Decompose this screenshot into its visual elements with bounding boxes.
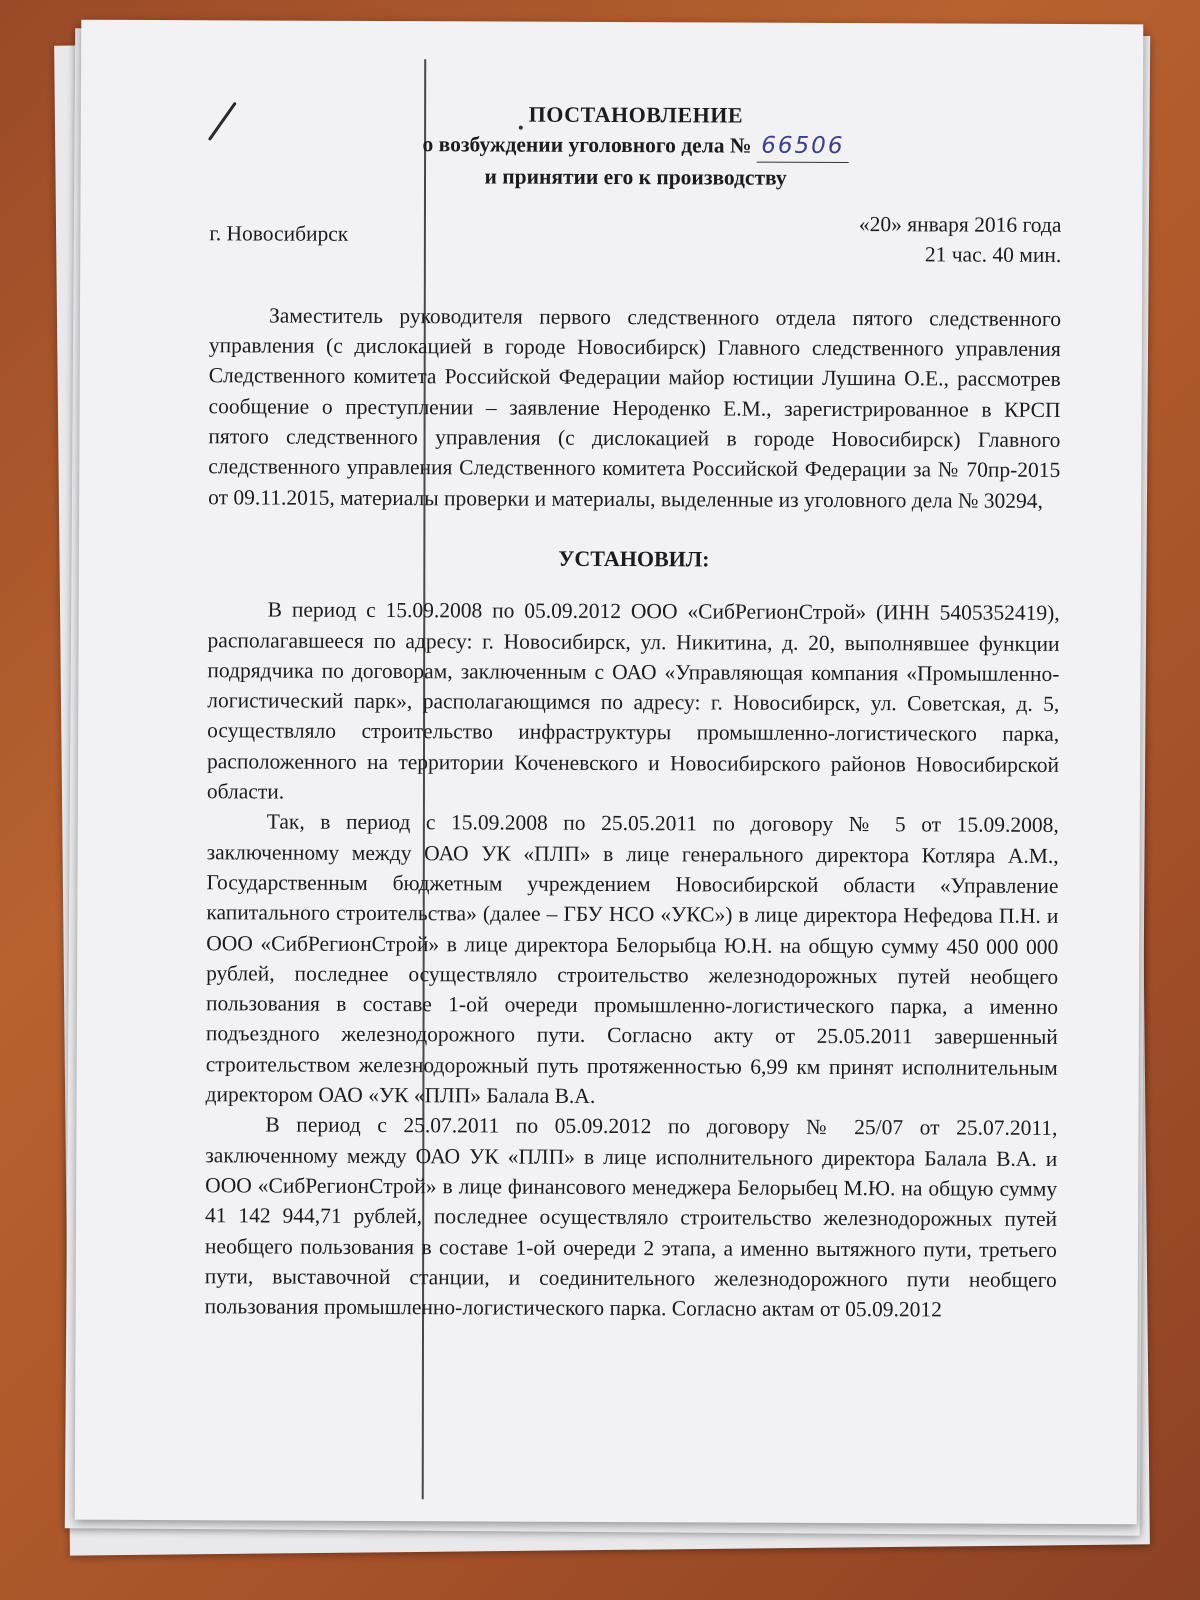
document-subtitle-line2: и принятии его к производству: [484, 164, 787, 190]
body-paragraph-2: Так, в период с 15.09.2008 по 25.05.2011 по договору № 5 от 15.09.2008, заключенному между ОАО УК «ПЛП» в лице генерального директора Котляра А.М., Государственным бюджетным учреждением Новосибирской области «Управление капитального строительства» (далее – ГБУ НСО «УКС») в лице директора Нефедова П.Н. и ООО «СибРегионСтрой» в лице директора Белорыбца Ю.Н. на общую сумму 450 000 000 рублей, последнее осуществляло строительство железнодорожных путей необщего пользования в составе 1-ой очереди промышленно-логистического парка, а именно подъездного железнодорожного пути. Согласно акту от 25.05.2011 завершенный строительством железнодорожный путь протяженностью 6,99 км принят исполнительным директором ОАО «УК «ПЛП» Балала В.А.: [205, 809, 1059, 1108]
subtitle-prefix: о возбуждении уголовного дела №: [422, 132, 752, 158]
document-date: «20» января 2016 года: [858, 211, 1062, 237]
place-date-row: [209, 206, 1061, 268]
document-body: [205, 98, 1062, 1325]
document-place: г. Новосибирск: [209, 221, 349, 246]
handwritten-case-number: 66506: [757, 131, 849, 163]
document-title: ПОСТАНОВЛЕНИЕ: [528, 101, 744, 128]
document-date-block: [859, 209, 1062, 270]
section-heading: УСТАНОВИЛ:: [558, 545, 710, 572]
intro-paragraph: Заместитель руководителя первого следственного отдела пятого следственного управления (с дислокацией в городе Новосибирск) Главного следственного управления Следственного комитета Российской Федерации майор юстиции Лушина О.Е., рассмотрев сообщение о преступлении – заявление Нероденко Е.М., зарегистрированное в КРСП пятого следственного управления (с дислокацией в городе Новосибирск) Главного следственного управления Следственного комитета Российской Федерации за № 70пр-2015 от 09.11.2015, материалы проверки и материалы, выделенные из уголовного дела № 30294,: [208, 303, 1062, 513]
document-subtitle: [210, 129, 1062, 164]
document-page: [75, 20, 1144, 1525]
document-time: 21 час. 40 мин.: [924, 242, 1062, 268]
body-paragraph-1: В период с 15.09.2008 по 05.09.2012 ООО «СибРегионСтрой» (ИНН 5405352419), располагавшееся по адресу: г. Новосибирск, ул. Никитина, д. 20, выполнявшее функции подрядчика по договорам, заключенным с ОАО «Управляющая компания «Промышленно-логистический парк», располагающимся по адресу: г. Новосибирск, ул. Советская, д. 5, осуществляло строительство инфраструктуры промышленно-логистического парка, расположенного на территории Коченевского и Новосибирского районов Новосибирской области.: [206, 597, 1060, 804]
body-paragraph-3: В период с 25.07.2011 по 05.09.2012 по договору № 25/07 от 25.07.2011, заключенному между ОАО УК «ПЛП» в лице исполнительного директора Балала В.А. и ООО «СибРегионСтрой» в лице финансового менеджера Белорыбец М.Ю. на общую сумму 41 142 944,71 рублей, последнее осуществляло строительство железнодорожных путей необщего пользования в составе 1-ой очереди 2 этапа, а именно вытяжного пути, третьего пути, выставочной станции, и соединительного железнодорожного пути необщего пользования промышленно-логистического парка. Согласно актам от 05.09.2012: [204, 1112, 1058, 1322]
title-block: [210, 98, 1062, 194]
